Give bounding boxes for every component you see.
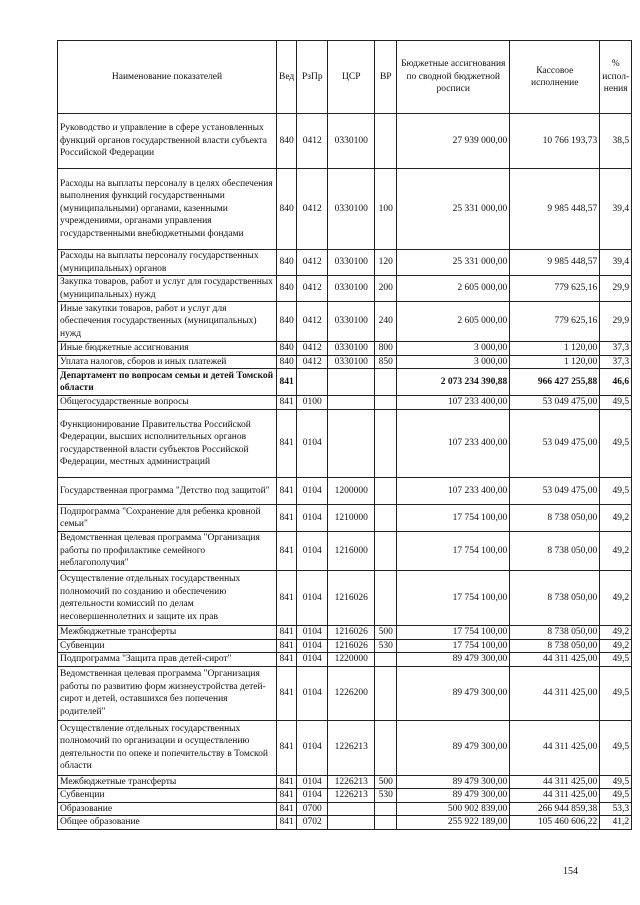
cell-cash-execution: 44 311 425,00 xyxy=(510,666,600,720)
col-header-ved: Вед xyxy=(277,41,297,114)
cell-name: Осуществление отдельных государственных полномочий по организации и осуществлению деятельности по опеке и попечительству в Томской области xyxy=(58,720,277,775)
cell-name: Межбюджетные трансферты xyxy=(58,626,277,640)
table-row xyxy=(58,775,632,789)
cell-percent: 49,2 xyxy=(600,639,632,653)
cell-cash-execution: 44 311 425,00 xyxy=(510,653,600,667)
cell-rzpr: 0104 xyxy=(297,410,328,478)
cell-cash-execution: 105 460 606,22 xyxy=(510,816,600,830)
cell-cash-execution: 44 311 425,00 xyxy=(510,720,600,775)
cell-ved: 840 xyxy=(277,302,297,342)
table-row xyxy=(58,639,632,653)
cell-cash-execution: 44 311 425,00 xyxy=(510,775,600,789)
cell-vr xyxy=(375,653,397,667)
cell-percent: 49,2 xyxy=(600,571,632,626)
cell-vr: 530 xyxy=(375,789,397,803)
cell-ved: 841 xyxy=(277,369,297,396)
cell-assignments: 107 233 400,00 xyxy=(397,478,510,505)
cell-percent: 49,2 xyxy=(600,626,632,640)
cell-percent: 39,4 xyxy=(600,250,632,276)
cell-percent: 49,2 xyxy=(600,505,632,532)
cell-percent: 41,2 xyxy=(600,816,632,830)
cell-percent: 37,3 xyxy=(600,342,632,356)
cell-csr xyxy=(328,816,375,830)
cell-percent: 38,5 xyxy=(600,114,632,169)
cell-ved: 841 xyxy=(277,789,297,803)
cell-csr: 0330100 xyxy=(328,114,375,169)
cell-ved: 840 xyxy=(277,114,297,169)
cell-rzpr: 0104 xyxy=(297,478,328,505)
cell-csr: 0330100 xyxy=(328,250,375,276)
cell-vr xyxy=(375,571,397,626)
cell-cash-execution: 8 738 050,00 xyxy=(510,532,600,571)
cell-assignments: 89 479 300,00 xyxy=(397,789,510,803)
cell-ved: 841 xyxy=(277,639,297,653)
table-row xyxy=(58,571,632,626)
cell-ved: 841 xyxy=(277,532,297,571)
cell-csr: 0330100 xyxy=(328,355,375,369)
cell-ved: 841 xyxy=(277,666,297,720)
cell-cash-execution: 779 625,16 xyxy=(510,276,600,302)
cell-name: Общее образование xyxy=(58,816,277,830)
cell-csr xyxy=(328,396,375,410)
cell-csr: 1226213 xyxy=(328,775,375,789)
cell-name: Общегосударственные вопросы xyxy=(58,396,277,410)
cell-csr: 0330100 xyxy=(328,169,375,250)
cell-vr xyxy=(375,532,397,571)
table-row xyxy=(58,653,632,667)
cell-percent: 49,5 xyxy=(600,653,632,667)
cell-rzpr: 0702 xyxy=(297,816,328,830)
table-row xyxy=(58,396,632,410)
cell-vr: 530 xyxy=(375,639,397,653)
cell-csr xyxy=(328,369,375,396)
cell-rzpr: 0104 xyxy=(297,626,328,640)
cell-assignments: 89 479 300,00 xyxy=(397,775,510,789)
cell-csr: 0330100 xyxy=(328,342,375,356)
cell-cash-execution: 9 985 448,57 xyxy=(510,169,600,250)
cell-name: Межбюджетные трансферты xyxy=(58,775,277,789)
cell-vr xyxy=(375,802,397,816)
cell-rzpr: 0412 xyxy=(297,355,328,369)
cell-cash-execution: 8 738 050,00 xyxy=(510,626,600,640)
cell-assignments: 17 754 100,00 xyxy=(397,532,510,571)
cell-rzpr: 0104 xyxy=(297,789,328,803)
cell-ved: 841 xyxy=(277,410,297,478)
col-header-rzpr: РзПр xyxy=(297,41,328,114)
cell-vr xyxy=(375,114,397,169)
cell-assignments: 2 605 000,00 xyxy=(397,302,510,342)
cell-assignments: 17 754 100,00 xyxy=(397,626,510,640)
cell-assignments: 89 479 300,00 xyxy=(397,666,510,720)
cell-name: Иные бюджетные ассигнования xyxy=(58,342,277,356)
table-row xyxy=(58,410,632,478)
table-row xyxy=(58,666,632,720)
cell-rzpr: 0412 xyxy=(297,276,328,302)
cell-percent: 49,5 xyxy=(600,410,632,478)
cell-rzpr: 0104 xyxy=(297,532,328,571)
cell-ved: 840 xyxy=(277,276,297,302)
cell-assignments: 3 000,00 xyxy=(397,342,510,356)
cell-csr: 1210000 xyxy=(328,505,375,532)
cell-cash-execution: 8 738 050,00 xyxy=(510,505,600,532)
cell-assignments: 17 754 100,00 xyxy=(397,505,510,532)
col-header-assignments: Бюджетные ассигнования по сводной бюджетной росписи xyxy=(397,41,510,114)
cell-assignments: 107 233 400,00 xyxy=(397,410,510,478)
table-row xyxy=(58,802,632,816)
cell-assignments: 2 073 234 390,88 xyxy=(397,369,510,396)
table-header xyxy=(58,41,632,114)
cell-ved: 841 xyxy=(277,571,297,626)
cell-rzpr: 0104 xyxy=(297,666,328,720)
cell-name: Расходы на выплаты персоналу в целях обеспечения выполнения функций государственными (муниципальными) органами, казенными учреждениями, органами управления государственными внебюджетными фондами xyxy=(58,169,277,250)
cell-cash-execution: 53 049 475,00 xyxy=(510,478,600,505)
cell-cash-execution: 53 049 475,00 xyxy=(510,410,600,478)
cell-assignments: 17 754 100,00 xyxy=(397,571,510,626)
page-number: 154 xyxy=(563,866,578,877)
cell-percent: 46,6 xyxy=(600,369,632,396)
cell-percent: 49,5 xyxy=(600,396,632,410)
cell-percent: 53,3 xyxy=(600,802,632,816)
cell-csr: 1200000 xyxy=(328,478,375,505)
table-row xyxy=(58,114,632,169)
table-row xyxy=(58,276,632,302)
cell-vr xyxy=(375,478,397,505)
table-row xyxy=(58,626,632,640)
cell-ved: 840 xyxy=(277,355,297,369)
cell-assignments: 2 605 000,00 xyxy=(397,276,510,302)
table-row xyxy=(58,369,632,396)
cell-percent: 49,5 xyxy=(600,666,632,720)
cell-ved: 841 xyxy=(277,478,297,505)
cell-percent: 37,3 xyxy=(600,355,632,369)
cell-assignments: 3 000,00 xyxy=(397,355,510,369)
cell-name: Закупка товаров, работ и услуг для государственных (муниципальных) нужд xyxy=(58,276,277,302)
cell-cash-execution: 966 427 255,88 xyxy=(510,369,600,396)
cell-csr xyxy=(328,410,375,478)
cell-ved: 840 xyxy=(277,342,297,356)
table-row xyxy=(58,816,632,830)
cell-csr: 1216026 xyxy=(328,571,375,626)
cell-rzpr: 0412 xyxy=(297,169,328,250)
cell-ved: 841 xyxy=(277,720,297,775)
budget-execution-table xyxy=(57,40,632,830)
cell-vr xyxy=(375,369,397,396)
cell-csr xyxy=(328,802,375,816)
cell-name: Иные закупки товаров, работ и услуг для обеспечения государственных (муниципальных) нужд xyxy=(58,302,277,342)
cell-assignments: 255 922 189,00 xyxy=(397,816,510,830)
cell-ved: 840 xyxy=(277,169,297,250)
col-header-vr: ВР xyxy=(375,41,397,114)
cell-assignments: 500 902 839,00 xyxy=(397,802,510,816)
cell-rzpr: 0104 xyxy=(297,505,328,532)
cell-rzpr: 0412 xyxy=(297,250,328,276)
cell-rzpr: 0700 xyxy=(297,802,328,816)
cell-assignments: 25 331 000,00 xyxy=(397,169,510,250)
table-row xyxy=(58,169,632,250)
table-row xyxy=(58,355,632,369)
header-row xyxy=(58,41,632,114)
cell-cash-execution: 10 766 193,73 xyxy=(510,114,600,169)
cell-vr: 240 xyxy=(375,302,397,342)
cell-csr: 1226200 xyxy=(328,666,375,720)
cell-vr xyxy=(375,816,397,830)
cell-cash-execution: 44 311 425,00 xyxy=(510,789,600,803)
cell-cash-execution: 8 738 050,00 xyxy=(510,639,600,653)
cell-ved: 841 xyxy=(277,505,297,532)
cell-rzpr: 0100 xyxy=(297,396,328,410)
cell-percent: 29,9 xyxy=(600,302,632,342)
cell-percent: 29,9 xyxy=(600,276,632,302)
cell-cash-execution: 1 120,00 xyxy=(510,355,600,369)
table-row xyxy=(58,720,632,775)
col-header-name: Наименование показателей xyxy=(58,41,277,114)
cell-percent: 49,5 xyxy=(600,789,632,803)
cell-name: Подпрограмма "Сохранение для ребенка кровной семьи" xyxy=(58,505,277,532)
cell-vr xyxy=(375,505,397,532)
cell-vr: 500 xyxy=(375,775,397,789)
cell-rzpr: 0104 xyxy=(297,639,328,653)
cell-name: Департамент по вопросам семьи и детей Томской области xyxy=(58,369,277,396)
cell-rzpr: 0412 xyxy=(297,342,328,356)
cell-ved: 841 xyxy=(277,816,297,830)
cell-name: Ведомственная целевая программа "Организация работы по развитию форм жизнеустройства детей-сирот и детей, оставшихся без попечения родителей" xyxy=(58,666,277,720)
cell-name: Субвенции xyxy=(58,639,277,653)
cell-name: Ведомственная целевая программа "Организация работы по профилактике семейного неблагополучия" xyxy=(58,532,277,571)
cell-vr: 500 xyxy=(375,626,397,640)
cell-vr: 800 xyxy=(375,342,397,356)
cell-csr: 1216026 xyxy=(328,639,375,653)
cell-name: Расходы на выплаты персоналу государственных (муниципальных) органов xyxy=(58,250,277,276)
cell-rzpr xyxy=(297,369,328,396)
cell-cash-execution: 53 049 475,00 xyxy=(510,396,600,410)
cell-csr: 0330100 xyxy=(328,276,375,302)
cell-csr: 0330100 xyxy=(328,302,375,342)
table-row xyxy=(58,478,632,505)
col-header-percent: % испол-нения xyxy=(600,41,632,114)
cell-name: Руководство и управление в сфере установленных функций органов государственной власти субъекта Российской Федерации xyxy=(58,114,277,169)
cell-name: Образование xyxy=(58,802,277,816)
cell-csr: 1216000 xyxy=(328,532,375,571)
cell-ved: 841 xyxy=(277,775,297,789)
cell-percent: 49,5 xyxy=(600,478,632,505)
cell-cash-execution: 9 985 448,57 xyxy=(510,250,600,276)
cell-rzpr: 0104 xyxy=(297,720,328,775)
cell-vr xyxy=(375,666,397,720)
cell-csr: 1216026 xyxy=(328,626,375,640)
cell-csr: 1226213 xyxy=(328,789,375,803)
cell-csr: 1226213 xyxy=(328,720,375,775)
cell-cash-execution: 8 738 050,00 xyxy=(510,571,600,626)
cell-vr xyxy=(375,720,397,775)
cell-name: Функционирование Правительства Российской Федерации, высших исполнительных органов государственной власти субъектов Российской Федерации, местных администраций xyxy=(58,410,277,478)
cell-vr xyxy=(375,396,397,410)
cell-vr: 850 xyxy=(375,355,397,369)
cell-name: Государственная программа "Детство под защитой" xyxy=(58,478,277,505)
cell-assignments: 89 479 300,00 xyxy=(397,653,510,667)
cell-cash-execution: 1 120,00 xyxy=(510,342,600,356)
cell-cash-execution: 266 944 859,38 xyxy=(510,802,600,816)
cell-assignments: 89 479 300,00 xyxy=(397,720,510,775)
cell-assignments: 107 233 400,00 xyxy=(397,396,510,410)
cell-assignments: 27 939 000,00 xyxy=(397,114,510,169)
cell-percent: 49,5 xyxy=(600,720,632,775)
cell-rzpr: 0412 xyxy=(297,114,328,169)
table-row xyxy=(58,532,632,571)
cell-ved: 841 xyxy=(277,653,297,667)
table-row xyxy=(58,302,632,342)
cell-vr: 100 xyxy=(375,169,397,250)
cell-percent: 39,4 xyxy=(600,169,632,250)
cell-percent: 49,5 xyxy=(600,775,632,789)
table-row xyxy=(58,789,632,803)
col-header-cash-execution: Кассовое исполнение xyxy=(510,41,600,114)
cell-vr: 200 xyxy=(375,276,397,302)
table-row xyxy=(58,505,632,532)
cell-assignments: 25 331 000,00 xyxy=(397,250,510,276)
cell-name: Осуществление отдельных государственных полномочий по созданию и обеспечению деятельности комиссий по делам несовершеннолетних и защите их прав xyxy=(58,571,277,626)
table-row xyxy=(58,342,632,356)
cell-ved: 841 xyxy=(277,626,297,640)
cell-rzpr: 0104 xyxy=(297,571,328,626)
cell-ved: 841 xyxy=(277,802,297,816)
cell-csr: 1220000 xyxy=(328,653,375,667)
cell-rzpr: 0412 xyxy=(297,302,328,342)
cell-name: Подпрограмма "Защита прав детей-сирот" xyxy=(58,653,277,667)
cell-rzpr: 0104 xyxy=(297,775,328,789)
cell-name: Субвенции xyxy=(58,789,277,803)
cell-percent: 49,2 xyxy=(600,532,632,571)
table-body xyxy=(58,114,632,830)
cell-ved: 840 xyxy=(277,250,297,276)
cell-rzpr: 0104 xyxy=(297,653,328,667)
cell-vr: 120 xyxy=(375,250,397,276)
cell-ved: 841 xyxy=(277,396,297,410)
table-row xyxy=(58,250,632,276)
cell-vr xyxy=(375,410,397,478)
cell-assignments: 17 754 100,00 xyxy=(397,639,510,653)
col-header-csr: ЦСР xyxy=(328,41,375,114)
cell-cash-execution: 779 625,16 xyxy=(510,302,600,342)
cell-name: Уплата налогов, сборов и иных платежей xyxy=(58,355,277,369)
